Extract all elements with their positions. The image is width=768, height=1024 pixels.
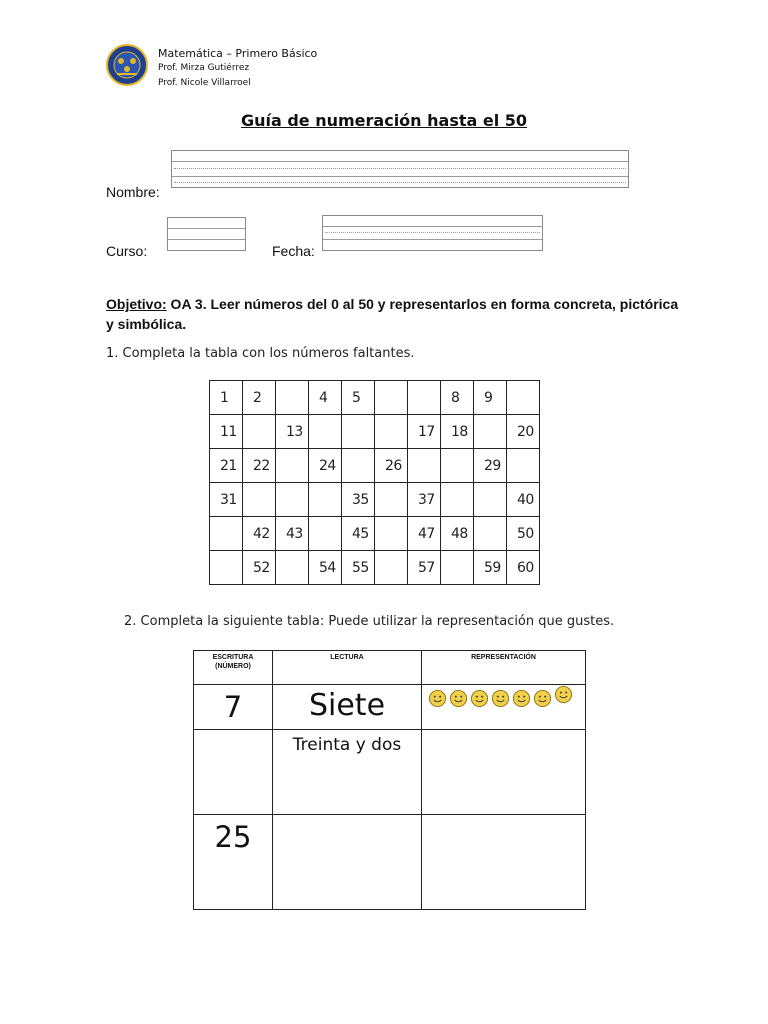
- grid-cell-empty[interactable]: [474, 415, 507, 449]
- grid-cell: 2: [243, 381, 276, 415]
- grid-cell: 24: [309, 449, 342, 483]
- grid-cell-empty[interactable]: [507, 381, 540, 415]
- smiley-row: [422, 685, 585, 708]
- grid-cell-empty[interactable]: [243, 415, 276, 449]
- grid-cell-empty[interactable]: [507, 449, 540, 483]
- header-representation: REPRESENTACIÓN: [422, 651, 586, 685]
- smiley-icon: [428, 689, 447, 708]
- objective: [106, 294, 686, 334]
- row2-number-cell[interactable]: [194, 730, 273, 815]
- row3-number: 25: [214, 820, 252, 854]
- grid-cell-empty[interactable]: [408, 449, 441, 483]
- row1-representation-cell[interactable]: [422, 685, 586, 730]
- course-field[interactable]: [167, 217, 246, 251]
- smiley-icon: [533, 689, 552, 708]
- grid-cell-empty[interactable]: [309, 415, 342, 449]
- grid-cell: 5: [342, 381, 375, 415]
- school-info: [158, 46, 317, 91]
- grid-cell: 8: [441, 381, 474, 415]
- row3-representation-cell[interactable]: [422, 815, 586, 910]
- header-number: ESCRITURA (NÚMERO): [194, 651, 273, 685]
- grid-cell-empty[interactable]: [375, 381, 408, 415]
- row2-reading: Treinta y dos: [292, 735, 402, 755]
- grid-cell: 47: [408, 517, 441, 551]
- row1-reading-cell[interactable]: [273, 685, 422, 730]
- grid-cell: 50: [507, 517, 540, 551]
- grid-cell-empty[interactable]: [441, 449, 474, 483]
- grid-cell-empty[interactable]: [243, 483, 276, 517]
- grid-cell: 21: [210, 449, 243, 483]
- grid-cell: 52: [243, 551, 276, 585]
- grid-cell: 1: [210, 381, 243, 415]
- grid-cell-empty[interactable]: [276, 551, 309, 585]
- grid-cell: 29: [474, 449, 507, 483]
- grid-cell: 13: [276, 415, 309, 449]
- grid-cell: 42: [243, 517, 276, 551]
- grid-cell: 40: [507, 483, 540, 517]
- smiley-icon: [470, 689, 489, 708]
- row3-reading: [273, 815, 421, 820]
- grid-cell: 43: [276, 517, 309, 551]
- grid-cell-empty[interactable]: [276, 449, 309, 483]
- grid-cell: 26: [375, 449, 408, 483]
- grid-cell-empty[interactable]: [210, 551, 243, 585]
- teacher-1: Prof. Mirza Gutiérrez: [158, 63, 250, 73]
- grid-cell: 45: [342, 517, 375, 551]
- grid-cell-empty[interactable]: [342, 449, 375, 483]
- course-label: Curso:: [106, 243, 148, 259]
- number-grid: [209, 380, 540, 585]
- smiley-icon: [491, 689, 510, 708]
- row3-reading-cell[interactable]: [273, 815, 422, 910]
- grid-cell: 9: [474, 381, 507, 415]
- grid-cell-empty[interactable]: [309, 517, 342, 551]
- grid-cell-empty[interactable]: [210, 517, 243, 551]
- grid-cell-empty[interactable]: [375, 483, 408, 517]
- objective-label: Objetivo:: [106, 296, 167, 312]
- row1-number-cell[interactable]: [194, 685, 273, 730]
- grid-cell: 59: [474, 551, 507, 585]
- subject-line: Matemática – Primero Básico: [158, 47, 318, 60]
- smiley-icon: [449, 689, 468, 708]
- grid-cell-empty[interactable]: [474, 483, 507, 517]
- grid-row: [210, 551, 540, 585]
- grid-cell: 60: [507, 551, 540, 585]
- grid-cell: 4: [309, 381, 342, 415]
- representation-table: [193, 650, 586, 910]
- grid-cell-empty[interactable]: [441, 551, 474, 585]
- page-title: Guía de numeración hasta el 50: [240, 111, 528, 130]
- grid-cell-empty[interactable]: [276, 381, 309, 415]
- grid-cell: 20: [507, 415, 540, 449]
- school-logo: [106, 44, 148, 86]
- row2-reading-cell[interactable]: [273, 730, 422, 815]
- grid-cell: 35: [342, 483, 375, 517]
- exercise1-instruction: 1. Completa la tabla con los números faltantes.: [106, 346, 415, 361]
- date-label: Fecha:: [272, 243, 315, 259]
- name-label: Nombre:: [106, 184, 160, 200]
- grid-cell-empty[interactable]: [474, 517, 507, 551]
- row2-representation-cell[interactable]: [422, 730, 586, 815]
- grid-cell-empty[interactable]: [408, 381, 441, 415]
- grid-row: [210, 449, 540, 483]
- grid-cell: 17: [408, 415, 441, 449]
- grid-cell: 54: [309, 551, 342, 585]
- grid-row: [210, 415, 540, 449]
- grid-cell-empty[interactable]: [276, 483, 309, 517]
- smiley-icon: [512, 689, 531, 708]
- grid-cell: 22: [243, 449, 276, 483]
- exercise2-instruction: 2. Completa la siguiente tabla: Puede utilizar la representación que gustes.: [124, 614, 615, 629]
- grid-cell-empty[interactable]: [375, 551, 408, 585]
- grid-cell: 57: [408, 551, 441, 585]
- grid-row: [210, 381, 540, 415]
- date-field[interactable]: [322, 215, 543, 251]
- name-field[interactable]: [171, 150, 629, 188]
- row1-number: 7: [223, 690, 243, 724]
- grid-cell: 18: [441, 415, 474, 449]
- grid-cell-empty[interactable]: [342, 415, 375, 449]
- grid-cell-empty[interactable]: [309, 483, 342, 517]
- teacher-2: Prof. Nicole Villarroel: [158, 78, 251, 88]
- grid-cell-empty[interactable]: [441, 483, 474, 517]
- grid-cell-empty[interactable]: [375, 415, 408, 449]
- grid-cell: 31: [210, 483, 243, 517]
- grid-row: [210, 517, 540, 551]
- header-reading: LECTURA: [273, 651, 422, 685]
- grid-cell: 37: [408, 483, 441, 517]
- grid-cell-empty[interactable]: [375, 517, 408, 551]
- smiley-icon: [554, 685, 573, 704]
- grid-cell: 48: [441, 517, 474, 551]
- row2-number: [194, 730, 272, 735]
- objective-text: OA 3. Leer números del 0 al 50 y representarlos en forma concreta, pictórica y simbólica.: [106, 296, 679, 332]
- grid-row: [210, 483, 540, 517]
- row3-number-cell[interactable]: [194, 815, 273, 910]
- grid-cell: 55: [342, 551, 375, 585]
- grid-cell: 11: [210, 415, 243, 449]
- row1-reading: Siete: [308, 688, 386, 723]
